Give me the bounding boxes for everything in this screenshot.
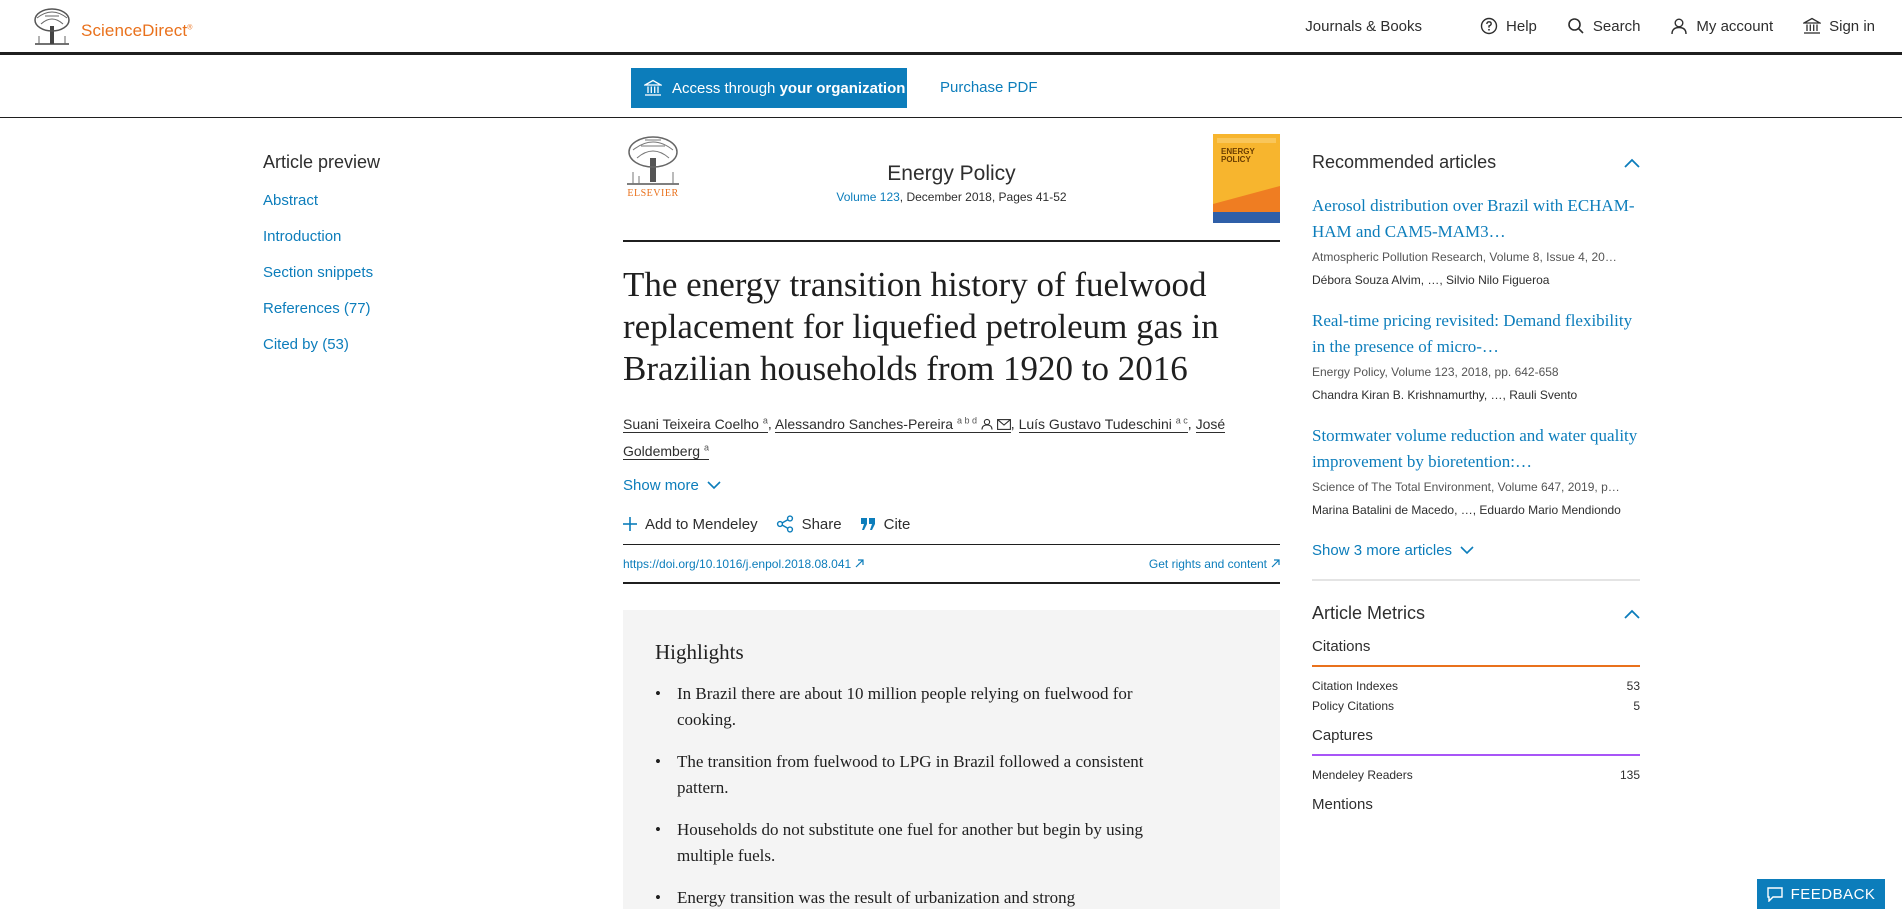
share-icon [776, 515, 794, 533]
chevron-down-icon [707, 481, 721, 490]
author-link[interactable]: Alessandro Sanches-Pereira $^{a b d}$ [775, 416, 1011, 433]
my-account-label: My account [1696, 17, 1774, 35]
issue-date-pages: , December 2018, Pages 41-52 [899, 190, 1067, 204]
share-button[interactable] [776, 515, 842, 533]
author-link[interactable]: Suani Teixeira Coelho $^a$ [623, 415, 768, 432]
external-link-icon [855, 559, 864, 568]
chevron-up-icon [1624, 158, 1640, 168]
brand-name: ScienceDirect® [81, 21, 193, 40]
author-link[interactable]: José Goldemberg $^a$ [623, 415, 1226, 460]
institution-icon [644, 79, 662, 97]
show-more-button[interactable] [623, 477, 1280, 494]
recommended-article-title-link[interactable]: Stormwater volume reduction and water quality improvement by bioretention:… [1312, 426, 1638, 471]
recommended-article [1312, 423, 1640, 520]
article-metrics [1312, 603, 1640, 823]
journals-books-link[interactable]: Journals & Books [1305, 17, 1423, 35]
plus-icon [623, 517, 637, 531]
highlight-item: • In Brazil there are about 10 million people relying on fuelwood for cooking. [655, 681, 1185, 733]
share-label: Share [801, 515, 842, 533]
highlights-title: Highlights [655, 640, 744, 665]
institution-icon [1803, 17, 1821, 35]
metric-value: 5 [1633, 699, 1640, 713]
access-bar [0, 55, 1902, 118]
doi-text: https://doi.org/10.1016/j.enpol.2018.08.041 [623, 556, 852, 571]
nav-abstract-link[interactable]: Abstract [263, 192, 319, 209]
captures-group-title: Captures [1312, 727, 1640, 756]
add-to-mendeley-label: Add to Mendeley [645, 515, 758, 533]
help-icon [1480, 17, 1498, 35]
citations-group [1312, 679, 1640, 713]
top-nav [1305, 0, 1875, 52]
highlight-item: • Households do not substitute one fuel for another but begin by using multiple fuels. [655, 817, 1185, 869]
recommended-article-title-link[interactable]: Aerosol distribution over Brazil with ECHAM-HAM and CAM5-MAM3… [1312, 196, 1635, 241]
sign-in-label: Sign in [1829, 17, 1875, 35]
recommended-list [1312, 193, 1640, 520]
metric-value: 135 [1619, 768, 1640, 782]
metric-row [1312, 768, 1640, 782]
recommended-title: Recommended articles [1312, 152, 1497, 172]
highlights-list [655, 681, 1248, 909]
recommended-article [1312, 193, 1640, 290]
recommended-article-source: Energy Policy, Volume 123, 2018, pp. 642-658 [1312, 365, 1559, 379]
recommended-article [1312, 308, 1640, 405]
search-label: Search [1592, 17, 1641, 35]
metric-row [1312, 679, 1640, 693]
article-preview-nav [263, 152, 523, 372]
article-main [623, 132, 1280, 909]
show-more-articles-button[interactable] [1312, 542, 1640, 581]
article-metrics-title: Article Metrics [1312, 603, 1426, 623]
recommended-article-authors: Marina Batalini de Macedo, …, Eduardo Mario Mendiondo [1312, 503, 1621, 517]
purchase-pdf-link[interactable]: Purchase PDF [940, 79, 1038, 96]
elsevier-wordmark: ELSEVIER [627, 188, 679, 199]
journal-volume-info [623, 190, 1280, 204]
search-link[interactable] [1567, 17, 1641, 35]
add-to-mendeley-button[interactable] [623, 516, 758, 533]
nav-introduction-link[interactable]: Introduction [263, 228, 342, 245]
right-sidebar [1312, 152, 1640, 823]
external-link-icon [1271, 559, 1280, 568]
search-icon [1567, 17, 1585, 35]
quote-icon [860, 517, 876, 531]
recommended-article-authors: Chandra Kiran B. Krishnamurthy, …, Rauli Svento [1312, 388, 1578, 402]
highlights-section [623, 610, 1280, 909]
person-icon [1670, 17, 1688, 35]
site-header [0, 0, 1902, 55]
chevron-down-icon [1460, 546, 1474, 555]
help-label: Help [1506, 17, 1537, 35]
elsevier-tree-logo-icon [31, 6, 73, 46]
metric-value: 53 [1626, 679, 1640, 693]
author-list: Suani Teixeira Coelho $^a$, Alessandro Sanches-Pereira $^{a b d}$ , Luís Gustavo Tudeschini $^{a c}$, José Goldemberg $^a$ [623, 415, 1226, 460]
access-button-label: Access through your organization [672, 79, 906, 97]
nav-cited-by-link[interactable]: Cited by (53) [263, 336, 349, 353]
help-link[interactable] [1480, 17, 1537, 35]
publication-header [623, 132, 1280, 242]
doi-row [623, 544, 1280, 584]
recommended-header[interactable] [1312, 152, 1640, 173]
nav-references-link[interactable]: References (77) [263, 300, 371, 317]
article-actions [623, 512, 1280, 536]
feedback-label: FEEDBACK [1790, 885, 1876, 903]
recommended-article-title-link[interactable]: Real-time pricing revisited: Demand flexibility in the presence of micro-… [1312, 311, 1633, 356]
article-preview-title: Article preview [263, 152, 381, 172]
journal-info [623, 162, 1280, 204]
envelope-icon [997, 419, 1011, 430]
sign-in-link[interactable] [1803, 17, 1875, 35]
volume-link[interactable]: Volume 123 [836, 190, 900, 204]
person-icon [981, 418, 993, 430]
cite-button[interactable] [860, 516, 911, 533]
journal-cover-image[interactable] [1213, 134, 1280, 223]
nav-section-snippets-link[interactable]: Section snippets [263, 264, 374, 281]
metric-label: Policy Citations [1312, 699, 1395, 713]
my-account-link[interactable] [1670, 17, 1773, 35]
get-rights-link[interactable] [1149, 557, 1280, 571]
chat-bubble-icon [1767, 887, 1783, 902]
cite-label: Cite [883, 515, 911, 533]
journal-title-link[interactable]: Energy Policy [887, 162, 1016, 185]
recommended-article-source: Atmospheric Pollution Research, Volume 8, Issue 4, 20… [1312, 250, 1617, 264]
highlight-item: • The transition from fuelwood to LPG in Brazil followed a consistent pattern. [655, 749, 1185, 801]
article-title: The energy transition history of fuelwood replacement for liquefied petroleum gas in Brazilian households from 1920 to 2016 [623, 265, 1219, 388]
metric-label: Mendeley Readers [1312, 768, 1413, 782]
doi-link[interactable] [623, 557, 864, 571]
citations-group-title: Citations [1312, 638, 1640, 667]
chevron-up-icon [1624, 609, 1640, 619]
author-link[interactable]: Luís Gustavo Tudeschini $^{a c}$ [1018, 415, 1188, 432]
highlight-item: • Energy transition was the result of urbanization and strong [655, 885, 1185, 909]
brand-logo-link[interactable] [31, 6, 192, 46]
recommended-article-authors: Débora Souza Alvim, …, Silvio Nilo Figueroa [1312, 273, 1550, 287]
show-more-label: Show more [623, 477, 699, 495]
metric-label: Citation Indexes [1312, 679, 1399, 693]
access-through-organization-button[interactable] [631, 68, 907, 108]
captures-group [1312, 768, 1640, 782]
recommended-article-source: Science of The Total Environment, Volume 647, 2019, p… [1312, 480, 1620, 494]
show-more-articles-label: Show 3 more articles [1312, 542, 1453, 559]
cover-journal-label: ENERGY POLICY [1221, 147, 1255, 164]
mentions-group-title: Mentions [1312, 796, 1373, 813]
metric-row [1312, 699, 1640, 713]
feedback-button[interactable] [1757, 879, 1885, 909]
get-rights-text: Get rights and content [1148, 556, 1267, 571]
article-metrics-header[interactable] [1312, 603, 1640, 624]
